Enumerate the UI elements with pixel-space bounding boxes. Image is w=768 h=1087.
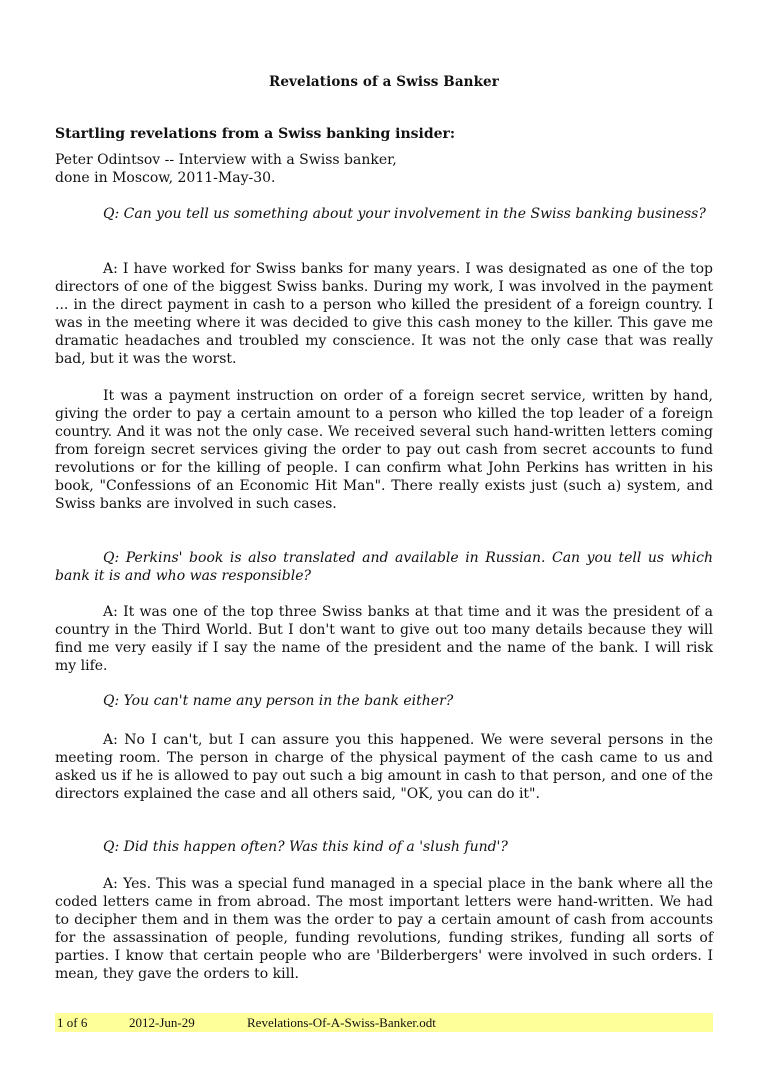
document-title: Revelations of a Swiss Banker bbox=[269, 74, 499, 90]
intro-block bbox=[55, 151, 397, 187]
question-paragraph: Q: Can you tell us something about your involvement in the Swiss banking business? bbox=[103, 206, 706, 222]
answer-paragraph: A: No I can't, but I can assure you this happened. We were several persons in the meeting room. The person in charge of the physical payment of the cash came to us and asked us if he is allowed to pay out such a big amount in cash to that person, and one of the directors explained the case and all others said, "OK, you can do it". bbox=[55, 732, 713, 802]
answer-paragraph: A: I have worked for Swiss banks for many years. I was designated as one of the top directors of one of the biggest Swiss banks. During my work, I was involved in the payment ... in the direct payment in cash to a person who killed the president of a foreign country. I was in the meeting where it was decided to give this cash money to the killer. This gave me dramatic headaches and troubled my conscience. It was not the only case that was really bad, but it was the worst. bbox=[55, 261, 713, 367]
question-paragraph: Q: You can't name any person in the bank either? bbox=[103, 693, 454, 709]
intro-line: done in Moscow, 2011-May-30. bbox=[55, 170, 276, 186]
intro-line: Peter Odintsov -- Interview with a Swiss banker, bbox=[55, 152, 397, 168]
footer-date: 2012-Jun-29 bbox=[129, 1015, 195, 1030]
answer-paragraph: A: It was one of the top three Swiss banks at that time and it was the president of a country in the Third World. But I don't want to give out too many details because they will find me very easily if I say the name of the president and the name of the bank. I will risk my life. bbox=[55, 604, 713, 674]
question-paragraph: Q: Did this happen often? Was this kind of a 'slush fund'? bbox=[103, 839, 508, 855]
question-paragraph: Q: Perkins' book is also translated and available in Russian. Can you tell us which bank it is and who was responsible? bbox=[55, 550, 713, 584]
page-footer bbox=[55, 1013, 713, 1032]
footer-filename: Revelations-Of-A-Swiss-Banker.odt bbox=[247, 1015, 436, 1030]
answer-paragraph: A: Yes. This was a special fund managed in a special place in the bank where all the coded letters came in from abroad. The most important letters were hand-written. We had to decipher them and in them was the order to pay a certain amount of cash from accounts for the assassination of people, funding revolutions, funding strikes, funding all sorts of parties. I know that certain people who are 'Bilderbergers' were involved in such orders. I mean, they gave the orders to kill. bbox=[55, 876, 713, 982]
footer-page-number: 1 of 6 bbox=[57, 1015, 88, 1030]
document-subheading: Startling revelations from a Swiss banking insider: bbox=[55, 126, 456, 142]
answer-paragraph: It was a payment instruction on order of a foreign secret service, written by hand, giving the order to pay a certain amount to a person who killed the top leader of a foreign country. And it was not the only case. We received several such hand-written letters coming from foreign secret services giving the order to pay out cash from secret accounts to fund revolutions or for the killing of people. I can confirm what John Perkins has written in his book, "Confessions of an Economic Hit Man". There really exists just (such a) system, and Swiss banks are involved in such cases. bbox=[55, 388, 713, 512]
